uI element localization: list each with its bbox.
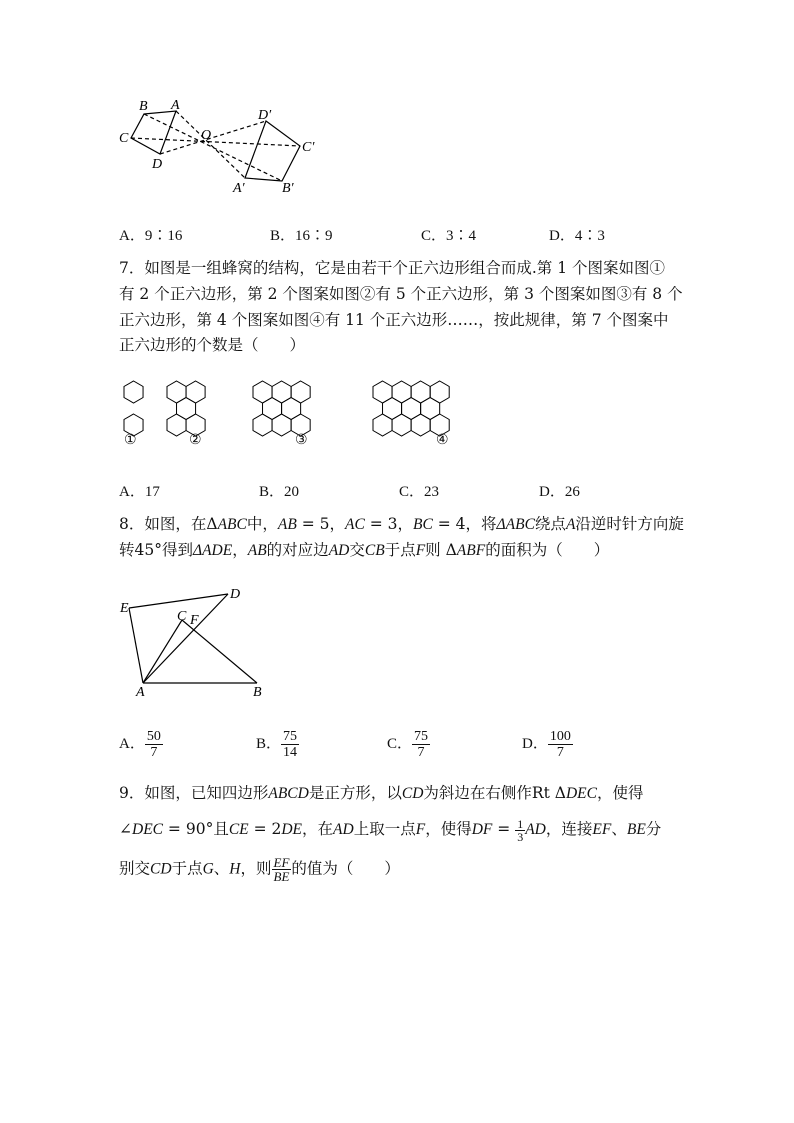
label-c: C (119, 131, 129, 146)
q6-option-a[interactable]: A．9∶16 (119, 228, 183, 244)
label-f: F (190, 613, 199, 628)
q6-option-b[interactable]: B．16∶9 (270, 228, 333, 244)
label-o: O (201, 128, 212, 143)
q6-option-c[interactable]: C．3∶4 (421, 228, 477, 244)
q7-line-3: 正六边形，第 4 个图案如图④有 11 个正六边形……，按此规律，第 7 个图案中 (119, 311, 669, 329)
hexagon (421, 398, 440, 420)
q9-line-1: 9．如图，已知四边形ABCD是正方形，以CD为斜边在右侧作Rt ΔDEC，使得 (119, 784, 644, 802)
label-b: B (253, 685, 262, 700)
q7-figure-label-3: ③ (295, 432, 308, 448)
q8-option-d[interactable]: D． $\frac{100}{7}$ (522, 729, 571, 760)
quad-abcd-prime (245, 121, 300, 181)
label-d-prime: D′ (258, 108, 272, 123)
hexagon (402, 398, 421, 420)
label-c: C (177, 609, 187, 624)
q7-option-d[interactable]: D．26 (539, 484, 580, 500)
q6-option-d[interactable]: D．4∶3 (549, 228, 605, 244)
q9-line-2: ∠DEC = 90°且CE = 2DE，在AD上取一点F，使得DF = $\frac{1}{3}$ AD，连接EF、BE分 (119, 816, 662, 844)
q7-figure-label-1: ① (124, 432, 137, 448)
hexagon (263, 398, 282, 420)
q7-figure-label-4: ④ (436, 432, 449, 448)
q8-option-c[interactable]: C． $\frac{75}{7}$ (387, 729, 429, 760)
q7-line-1: 7．如图是一组蜂窝的结构，它是由若干个正六边形组合而成.第 1 个图案如图① (119, 259, 666, 277)
q6-figure (0, 0, 794, 220)
hexagon (282, 398, 301, 420)
q7-option-a[interactable]: A．17 (119, 484, 160, 500)
hexagon (383, 398, 402, 420)
q8-option-b[interactable]: B． $\frac{75}{14}$ (256, 729, 298, 760)
label-a: A (171, 98, 180, 113)
label-a: A (136, 685, 145, 700)
label-b-prime: B′ (282, 181, 294, 196)
hexagon (177, 398, 196, 420)
q8-figure (0, 580, 794, 705)
q8-option-a[interactable]: A． $\frac{50}{7}$ (119, 729, 161, 760)
q9-line-3: 别交CD于点G、H，则 $\frac{EF}{BE}$ 的值为（ ） (119, 855, 400, 884)
q7-option-c[interactable]: C．23 (399, 484, 440, 500)
q7-hexagon-figures (0, 370, 794, 455)
hexagon (124, 381, 143, 403)
quad-abcd (131, 111, 176, 154)
label-b: B (139, 99, 148, 114)
label-d: D (230, 587, 241, 602)
label-d: D (152, 157, 163, 172)
label-c-prime: C′ (302, 140, 315, 155)
q8-line-2: 转45°得到ΔADE，AB的对应边AD交CB于点F则 ΔABF的面积为（ ） (119, 541, 610, 559)
label-a-prime: A′ (233, 181, 245, 196)
q7-option-b[interactable]: B．20 (259, 484, 300, 500)
q7-figure-label-2: ② (189, 432, 202, 448)
q8-line-1: 8．如图，在ΔABC中，AB = 5，AC = 3，BC = 4，将ΔABC绕点A沿逆时针方向旋 (119, 515, 684, 533)
q7-line-4: 正六边形的个数是（ ） (119, 336, 306, 354)
q7-line-2: 有 2 个正六边形，第 2 个图案如图②有 5 个正六边形，第 3 个图案如图③有 8 个 (119, 285, 683, 303)
label-e: E (120, 601, 129, 616)
